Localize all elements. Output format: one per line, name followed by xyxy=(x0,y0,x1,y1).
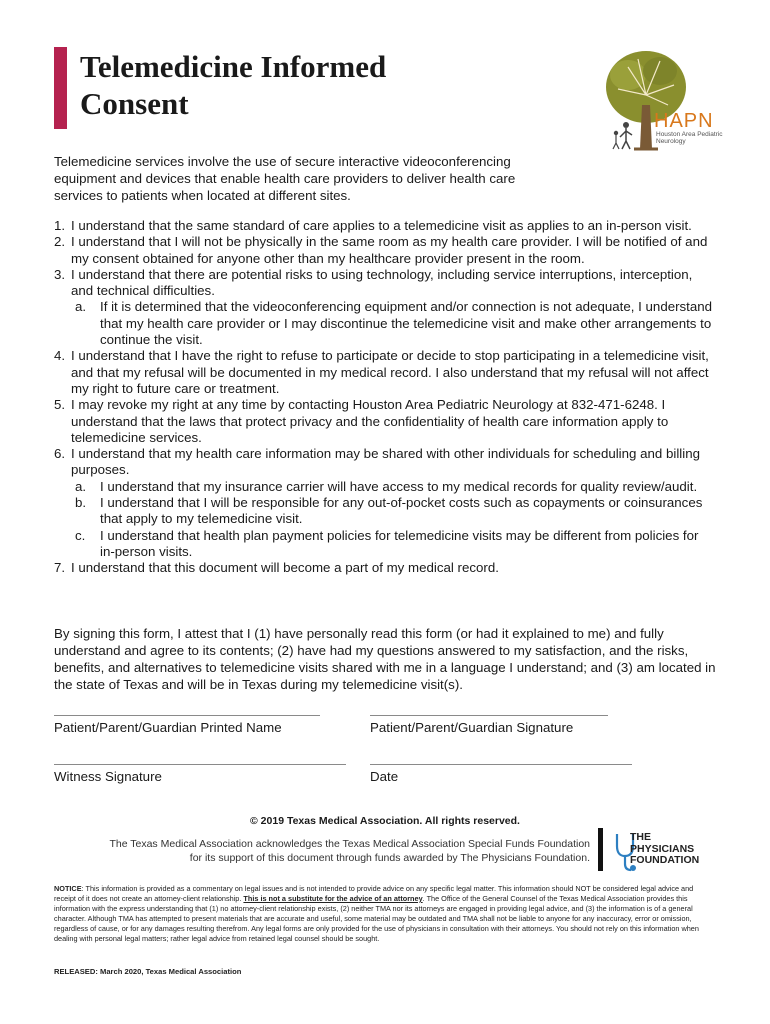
intro-paragraph: Telemedicine services involve the use of secure interactive videoconferencing equipment and devices that enable health care providers to deliver health care services to patients when located at different sites. xyxy=(54,154,516,203)
witness-signature-label: Witness Signature xyxy=(54,769,162,784)
legal-notice: NOTICE: This information is provided as a commentary on legal issues and is not intended to provide advice on any specific legal matter. This information should NOT be considered legal advice and receipt of it does not create an attorney-client relationship. This is not a substitute for the advice of an attorney. The Office of the General Counsel of the Texas Medical Association provides this information with the express understanding that (1) no attorney-client relationship exists, (2) neither TMA nor its attorneys are engaged in providing legal advice, and (3) the information is of a general character. Although TMA has attempted to present materials that are accurate and useful, some material may be outdated and TMA shall not be liable to anyone for any inaccuracy, error or omission, regardless of cause, or for any damages resulting therefrom. Any legal forms are only provided for the use of physicians in consultation with their attorneys. You should not rely on this information when dealing with personal legal matters; rather legal advice from retained legal counsel should be sought. xyxy=(54,884,699,943)
list-item: 7. I understand that this document will become a part of my medical record. xyxy=(54,560,499,576)
list-item: 2. I understand that I will not be physically in the same room as my health care provider. I will be notified of and my consent obtained for anyone other than my healthcare provider present in the room. xyxy=(54,234,708,266)
consent-list xyxy=(54,218,714,577)
signature-label: Patient/Parent/Guardian Signature xyxy=(370,720,574,735)
list-subitem: a. If it is determined that the videoconferencing equipment and/or connection is not adequate, I understand that my health care provider or I may discontinue the telemedicine visit and make other arrangements to continue the visit. xyxy=(75,299,713,348)
list-item: 3. I understand that there are potential risks to using technology, including service interruptions, interception, and technical difficulties. xyxy=(54,266,693,299)
hapn-logo-subtitle: Houston Area Pediatric Neurology xyxy=(656,131,723,145)
copyright-text: © 2019 Texas Medical Association. All rights reserved. xyxy=(250,815,520,827)
physicians-foundation-divider xyxy=(598,828,603,871)
list-subitem: a. I understand that my insurance carrier will have access to my medical records for quality review/audit. xyxy=(75,478,698,494)
list-subitem: c. I understand that health plan payment policies for telemedicine visits may be different from policies for in-person visits. xyxy=(75,527,699,559)
date-line[interactable] xyxy=(370,764,632,765)
list-item: 1. I understand that the same standard of care applies to a telemedicine visit as applies to an in-person visit. xyxy=(54,218,692,233)
physicians-foundation-logo-text: THE PHYSICIANS FOUNDATION xyxy=(630,831,700,866)
printed-name-line[interactable] xyxy=(54,715,320,716)
acknowledgement-text: The Texas Medical Association acknowledges the Texas Medical Association Special Funds Foundation for its support of this document through funds awarded by The Physicians Foundation. xyxy=(109,838,590,864)
release-note: RELEASED: March 2020, Texas Medical Association xyxy=(54,967,242,976)
title-accent-bar xyxy=(54,47,67,129)
list-item: 6. I understand that my health care information may be shared with other individuals for scheduling and billing purposes. xyxy=(54,446,701,478)
witness-signature-line[interactable] xyxy=(54,764,346,765)
list-item: 5. I may revoke my right at any time by contacting Houston Area Pediatric Neurology at 832-471-6248. I understand that the laws that protect privacy and the confidentiality of health care information apply to telemedicine services. xyxy=(54,397,669,445)
hapn-logo-text: HAPN xyxy=(654,110,714,132)
list-subitem: b. I understand that I will be responsible for any out-of-pocket costs such as copayments or coinsurances that apply to my telemedicine visit. xyxy=(75,495,703,527)
date-label: Date xyxy=(370,769,399,784)
printed-name-label: Patient/Parent/Guardian Printed Name xyxy=(54,720,282,735)
attestation-paragraph: By signing this form, I attest that I (1) have personally read this form (or had it explained to me) and fully understand and agree to its contents; (2) have had my questions answered to my satisfaction, and the risks, benefits, and alternatives to telemedicine visits shared with me in a language I understand; and (3) am located in the state of Texas and will be in Texas during my telemedicine visit(s). xyxy=(54,626,716,692)
list-item: 4. I understand that I have the right to refuse to participate or decide to stop participating in a telemedicine visit, and that my refusal will be documented in my medical record. I also understand that my refusal will not affect my right to future care or treatment. xyxy=(54,348,709,396)
page-title: Telemedicine Informed Consent xyxy=(80,49,387,121)
signature-line[interactable] xyxy=(370,715,608,716)
